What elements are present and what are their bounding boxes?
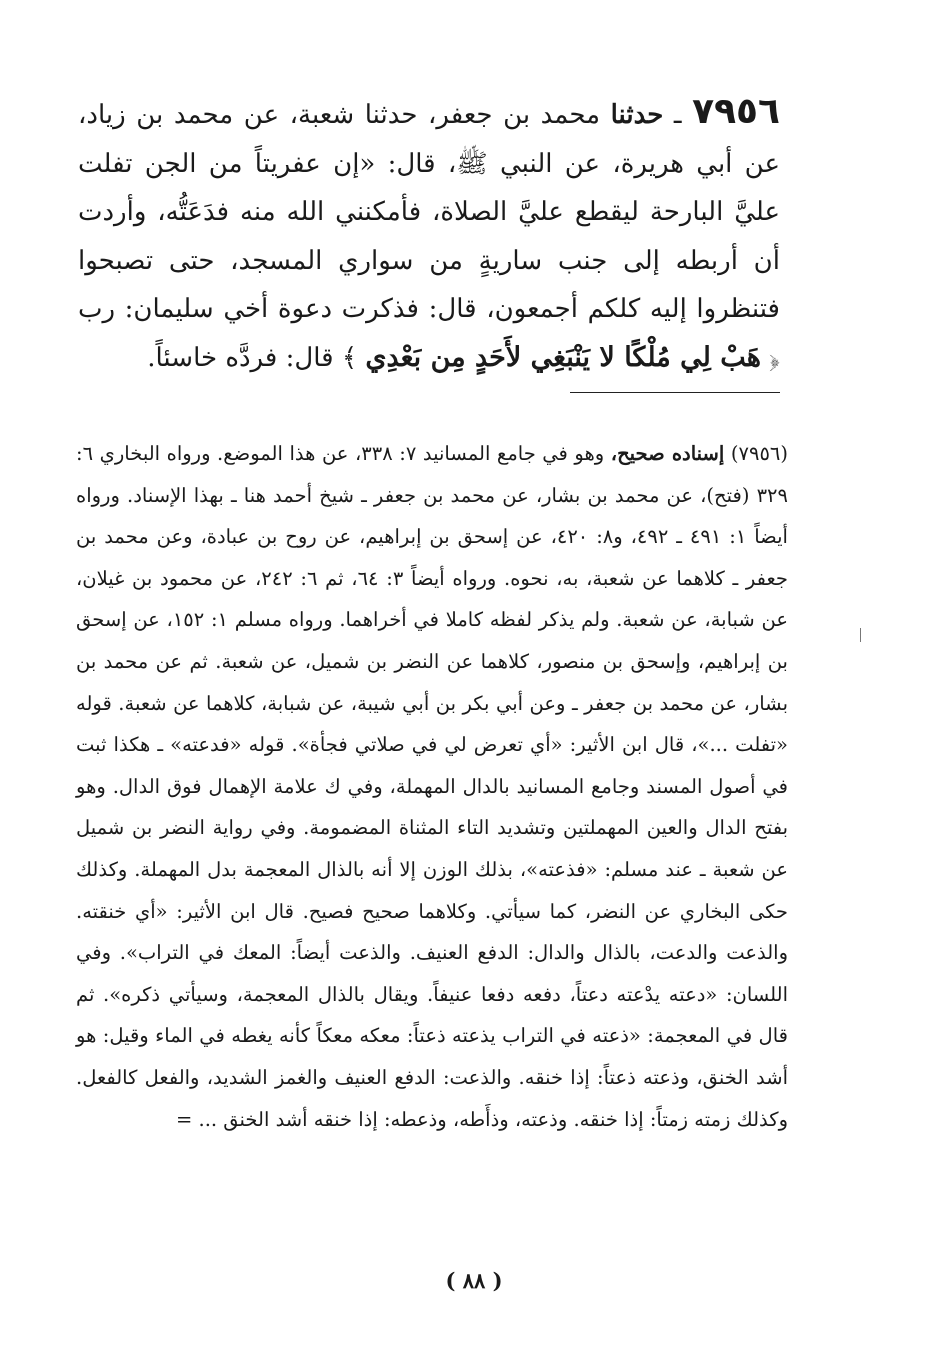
hadith-lead-word: حدثنا bbox=[610, 100, 664, 130]
page-number: ( ٨٨ ) bbox=[445, 1268, 503, 1293]
footnote-grade: إسناده صحيح، bbox=[610, 442, 725, 465]
footnote-block bbox=[76, 433, 788, 1140]
hadith-text bbox=[78, 88, 780, 382]
quran-verse: هَبْ لِي مُلْكًا لا يَنْبَغِي لأَحَدٍ مِن بَعْدِي bbox=[365, 341, 762, 373]
quran-bracket-open: ﴿ bbox=[769, 342, 780, 373]
footnote-ref: (٧٩٥٦) bbox=[730, 442, 789, 465]
margin-mark bbox=[860, 628, 861, 642]
quran-bracket-close: ﴾ bbox=[341, 342, 358, 373]
footnote-text: وهو في جامع المسانيد ٧: ٣٣٨، عن هذا الموضع. ورواه البخاري ٦: ٣٢٩ (فتح)، عن محمد بن بشار، عن محمد بن جعفر ـ شيخ أحمد هنا ـ بهذا الإسناد. ورواه أيضاً ١: ٤٩١ ـ ٤٩٢، و٨: ٤٢٠، عن إسحق بن إبراهيم، عن روح بن عبادة، وعن محمد بن جعفر ـ كلاهما عن شعبة، به، نحوه. ورواه أيضاً ٣: ٦٤، ثم ٦: ٢٤٢، عن محمود بن غيلان، عن شبابة، عن شعبة. ولم يذكر لفظه كاملا في أخراهما. ورواه مسلم ١: ١٥٢، عن إسحق بن إبراهيم، وإسحق بن منصور، كلاهما عن النضر بن شميل، عن شعبة. ثم عن محمد بن بشار، عن محمد بن جعفر ـ وعن أبي بكر بن أبي شيبة، عن شبابة، كلاهما عن شعبة. قوله «تفلت ...»، قال ابن الأثير: «أي تعرض لي في صلاتي فجأة». قوله «فدعته» ـ هكذا ثبت في أصول المسند وجامع المسانيد بالدال المهملة، وفي ك علامة الإهمال فوق الدال. وهو بفتح الدال والعين المهملتين وتشديد التاء المثناة المضمومة. وفي رواية النضر بن شميل عن شعبة ـ عند مسلم: «فذعته»، بذلك الوزن إلا أنه بالذال المعجمة بدل المهملة. وكذلك حكى البخاري عن النضر، كما سيأتي. وكلاهما صحيح فصيح. قال ابن الأثير: «أي خنقته. والذعت والدعت، بالذال والدال: الدفع العنيف. والذعت أيضاً: المعك في التراب». وفي اللسان: «دعته يدْعته دعتاً، دفعه دفعا عنيفاً. ويقال بالذال المعجمة، وسيأتي ذكره». ثم قال في المعجمة: «ذعته في التراب يذعته ذعتاً: معكه معكاً كأنه يغطه في الماء وقيل: هو أشد الخنق، وذعته ذعتاً: إذا خنقه. والذعت: الدفع العنيف والغمز الشديد، والفعل كالفعل. وكذلك زمته زمتاً: إذا خنقه. وذعته، وذأَطه، وذعطه: إذا خنقه أشد الخنق ... = bbox=[76, 442, 788, 1131]
footnote-paragraph bbox=[76, 433, 788, 1140]
footnote-separator bbox=[570, 392, 780, 393]
hadith-body-part1: محمد بن جعفر، حدثنا شعبة، عن محمد بن زياد، عن أبي هريرة، عن النبي ﷺ، قال: «إن عفريتاً من الجن تفلت عليَّ البارحة ليقطع عليَّ الصلاة، فأمكنني الله منه فدَعَتُّه، وأردت أن أربطه إلى جنب ساريةٍ من سواري المسجد، حتى تصبحوا فتنظروا إليه كلكم أجمعون، قال: فذكرت دعوة أخي سليمان: رب bbox=[78, 100, 780, 324]
hadith-paragraph bbox=[78, 88, 780, 382]
hadith-dash: ـ bbox=[673, 100, 682, 130]
hadith-body-part2: قال: فردَّه خاسئاً. bbox=[147, 342, 334, 373]
hadith-number: ٧٩٥٦ bbox=[692, 91, 780, 132]
